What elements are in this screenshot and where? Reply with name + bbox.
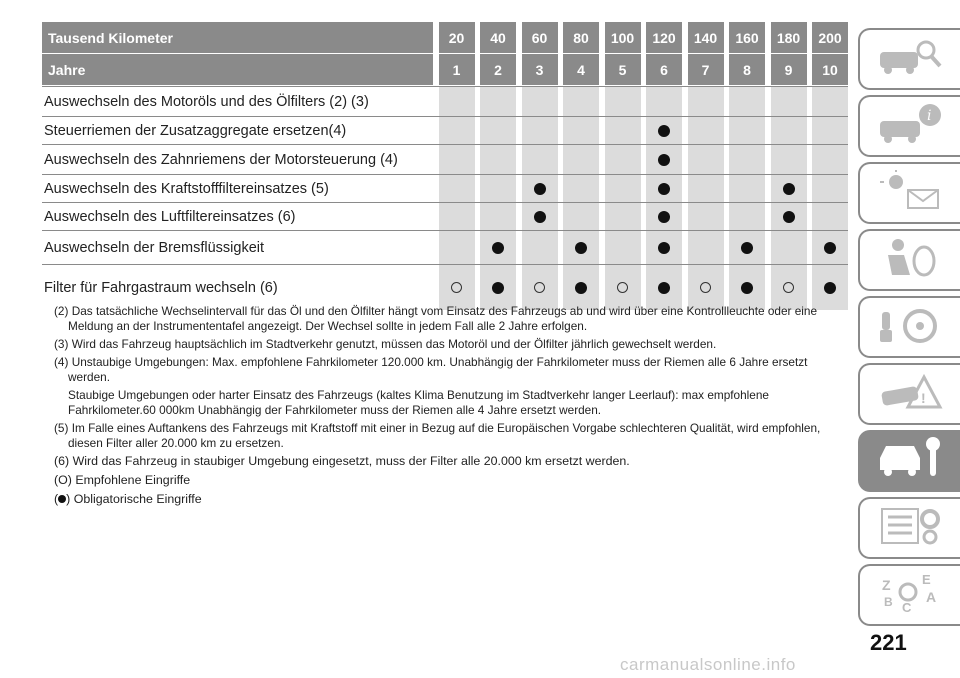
interval-cell [605,87,641,116]
legend-open-paren: ( [54,492,59,506]
sidebar-tab-airbag-person[interactable] [858,229,960,291]
interval-cell [563,117,599,144]
interval-cell [812,87,848,116]
header1-cell-8: 180 [771,22,807,53]
interval-cell [480,203,516,230]
svg-text:E: E [922,571,931,587]
sidebar-tab-car-info[interactable] [858,95,960,157]
svg-text:Z: Z [882,576,891,593]
car-breakdown-icon [874,369,946,420]
interval-cell [522,231,558,264]
interval-cell [688,231,724,264]
footnote-6: (6) Wird das Fahrzeug in staubiger Umgebung eingesetzt, muss der Filter alle 20.000 km ersetzt werden. [54,454,630,468]
mandatory-dot-icon [824,282,836,294]
svg-text:B: B [884,594,893,609]
mandatory-dot-icon [575,282,587,294]
recommended-ring-icon [700,282,711,293]
mandatory-dot-icon [658,242,670,254]
interval-cell [688,145,724,174]
interval-cell [688,203,724,230]
row-label: Auswechseln des Kraftstofffiltereinsatzes (5) [44,180,329,197]
footnote-4: (4) Unstaubige Umgebungen: Max. empfohlene Fahrkilometer 120.000 km. Unabhängig der Fahrkilometer muss der Riemen alle 6 Jahre ersetzt werden. [54,355,808,384]
interval-cell [522,145,558,174]
interval-cell [729,117,765,144]
interval-cell [646,203,682,230]
interval-cell [563,203,599,230]
footnotes [54,304,844,511]
header1-cell-5: 120 [646,22,682,53]
mandatory-dot-icon [575,242,587,254]
watermark: carmanualsonline.info [620,655,796,674]
interval-cell [688,87,724,116]
interval-cell [646,145,682,174]
row-label: Filter für Fahrgastraum wechseln (6) [44,279,278,296]
header2-cell-3: 4 [563,54,599,85]
row-label: Auswechseln des Zahnriemens der Motorsteuerung (4) [44,151,398,168]
header2-cell-1: 2 [480,54,516,85]
interval-cell [439,145,475,174]
sidebar-tab-warning-lights[interactable] [858,162,960,224]
header1-cell-7: 160 [729,22,765,53]
interval-cell [563,87,599,116]
interval-cell [646,175,682,202]
interval-cell [439,175,475,202]
interval-cell [646,117,682,144]
mandatory-dot-icon [824,242,836,254]
mandatory-dot-icon [783,211,795,223]
interval-cell [812,145,848,174]
interval-cell [771,175,807,202]
header1-cell-6: 140 [688,22,724,53]
legend-mandatory-text: ) Obligatorische Eingriffe [66,492,202,506]
table-row [42,202,848,230]
row-label: Auswechseln der Bremsflüssigkeit [44,239,265,256]
interval-cell [771,87,807,116]
header1-cell-2: 60 [522,22,558,53]
interval-cell [522,117,558,144]
interval-cell [812,231,848,264]
interval-cell [480,117,516,144]
interval-cell [729,87,765,116]
interval-cell [563,231,599,264]
sidebar-tab-settings-list[interactable] [858,497,960,559]
header1-cell-4: 100 [605,22,641,53]
header1-cell-3: 80 [563,22,599,53]
alphabet-index-icon [874,570,946,621]
interval-cell [646,231,682,264]
interval-cell [605,145,641,174]
footnote-3: (3) Wird das Fahrzeug hauptsächlich im Stadtverkehr genutzt, müssen das Motoröl und der Ölfilter jährlich gewechselt werden. [54,337,717,351]
recommended-ring-icon [451,282,462,293]
sidebar-tab-steering-key[interactable] [858,296,960,358]
interval-cell [688,175,724,202]
table-row [42,230,848,264]
header-label-years: Jahre [42,54,433,85]
filled-dot-icon [58,495,66,503]
interval-cell [439,231,475,264]
mandatory-dot-icon [534,183,546,195]
row-label: Auswechseln des Luftfiltereinsatzes (6) [44,208,296,225]
table-row [42,86,848,116]
airbag-person-icon [874,235,946,286]
chapter-sidebar [858,28,960,631]
header1-cell-0: 20 [439,22,475,53]
header-row-years [42,54,848,86]
header2-cell-7: 8 [729,54,765,85]
interval-cell [480,175,516,202]
interval-cell [729,203,765,230]
interval-cell [771,145,807,174]
header2-cell-4: 5 [605,54,641,85]
mandatory-dot-icon [658,154,670,166]
sidebar-tab-car-breakdown[interactable] [858,363,960,425]
mandatory-dot-icon [658,125,670,137]
header2-cell-0: 1 [439,54,475,85]
car-search-icon [874,34,946,85]
svg-text:C: C [902,599,912,615]
interval-cell [729,231,765,264]
warning-lights-icon [874,168,946,219]
interval-cell [812,117,848,144]
interval-cell [771,231,807,264]
interval-cell [688,117,724,144]
interval-cell [605,175,641,202]
recommended-ring-icon [534,282,545,293]
sidebar-tab-alphabet-index[interactable] [858,564,960,626]
recommended-ring-icon [617,282,628,293]
mandatory-dot-icon [658,211,670,223]
header-row-km [42,22,848,54]
row-label: Steuerriemen der Zusatzaggregate ersetzen(4) [44,122,347,139]
table-row [42,174,848,202]
sidebar-tab-car-wrench[interactable] [858,430,960,492]
interval-cell [771,117,807,144]
header2-cell-9: 10 [812,54,848,85]
header-label-km: Tausend Kilometer [42,22,433,53]
interval-cell [605,117,641,144]
interval-cell [605,231,641,264]
interval-cell [522,87,558,116]
interval-cell [605,203,641,230]
mandatory-dot-icon [534,211,546,223]
interval-cell [729,145,765,174]
interval-cell [771,203,807,230]
interval-cell [563,175,599,202]
interval-cell [563,145,599,174]
interval-cell [480,87,516,116]
header1-cell-9: 200 [812,22,848,53]
interval-cell [480,145,516,174]
car-info-icon [874,101,946,152]
svg-text:A: A [926,588,937,605]
row-label: Auswechseln des Motoröls und des Ölfilters (2) (3) [44,93,369,110]
table-row [42,116,848,144]
interval-cell [439,117,475,144]
svg-text:!: ! [921,389,926,406]
mandatory-dot-icon [741,242,753,254]
interval-cell [439,203,475,230]
header1-cell-1: 40 [480,22,516,53]
recommended-ring-icon [783,282,794,293]
footnote-4b: Staubige Umgebungen oder harter Einsatz des Fahrzeugs (kaltes Klima Benutzung im Stadtverkehr langer Leerlauf): max empfohlene Fahrkilometer.60 000km Unabhängig der Fahrkilometer muss der Riemen alle 4 Jahre ersetzt werden. [68,388,769,417]
mandatory-dot-icon [658,183,670,195]
legend-mandatory [54,492,844,507]
interval-cell [812,175,848,202]
footnote-5: (5) Im Falle eines Auftankens des Fahrzeugs mit Kraftstoff mit einer in Bezug auf die Europäischen Vorgabe schlechteren Qualität, wird empfohlen, diesen Filter aller 20.000 km zu ersetzen. [54,421,821,450]
mandatory-dot-icon [783,183,795,195]
car-wrench-icon [874,436,946,487]
header2-cell-5: 6 [646,54,682,85]
page-number: 221 [870,630,907,655]
header2-cell-8: 9 [771,54,807,85]
mandatory-dot-icon [658,282,670,294]
mandatory-dot-icon [492,282,504,294]
steering-key-icon [874,302,946,353]
mandatory-dot-icon [492,242,504,254]
header2-cell-6: 7 [688,54,724,85]
legend-recommended: (O) Empfohlene Eingriffe [54,473,191,487]
interval-cell [522,203,558,230]
interval-cell [439,87,475,116]
settings-list-icon [874,503,946,554]
interval-cell [812,203,848,230]
interval-cell [480,231,516,264]
header2-cell-2: 3 [522,54,558,85]
table-row [42,144,848,174]
interval-cell [729,175,765,202]
svg-text:i: i [927,107,932,124]
mandatory-dot-icon [741,282,753,294]
sidebar-tab-car-search[interactable] [858,28,960,90]
interval-cell [646,87,682,116]
interval-cell [522,175,558,202]
footnote-2: (2) Das tatsächliche Wechselintervall für das Öl und den Ölfilter hängt vom Einsatz des Fahrzeugs ab und wird über eine Kontrollleuchte oder eine Meldung an der Instrumententafel angezeigt. Der Wechsel sollte in jedem Fall alle 2 Jahre erfolgen. [54,304,818,333]
maintenance-table [42,22,848,310]
